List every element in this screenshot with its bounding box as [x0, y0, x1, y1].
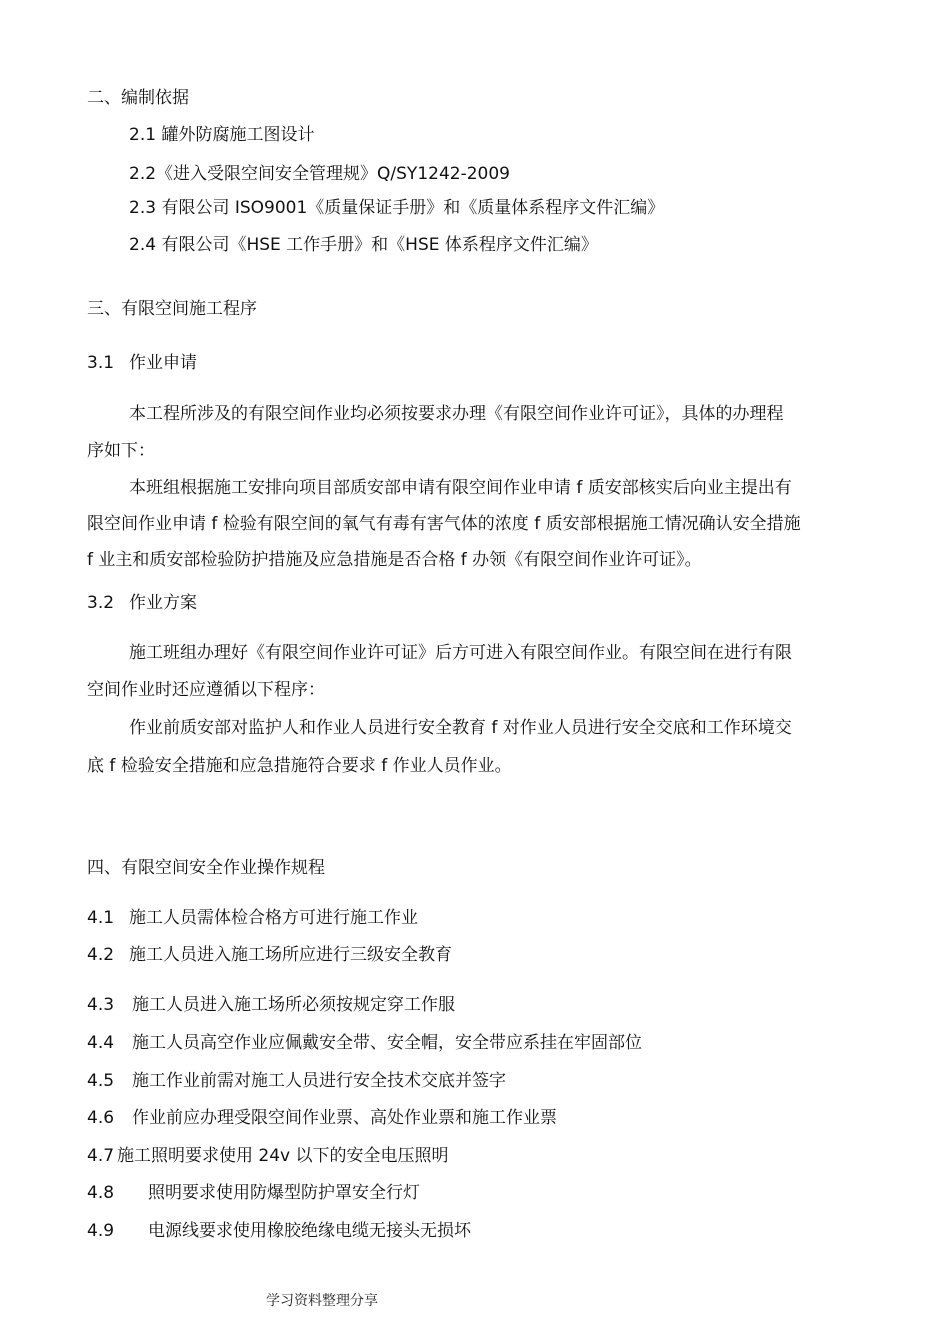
subsection-3-2-number: 3.2 — [87, 593, 115, 613]
paragraph-line: f 业主和质安部检验防护措施及应急措施是否合格 f 办领《有限空间作业许可证》。 — [87, 550, 702, 570]
paragraph-line: 限空间作业申请 f 检验有限空间的氧气有毒有害气体的浓度 f 质安部根据施工情况确认安全措施 — [87, 514, 801, 534]
section-2-item-4: 2.4 有限公司《HSE 工作手册》和《HSE 体系程序文件汇编》 — [129, 235, 598, 255]
rule-item — [87, 1032, 642, 1054]
paragraph-line: 本工程所涉及的有限空间作业均必须按要求办理《有限空间作业许可证》，具体的办理程 — [129, 404, 784, 424]
subsection-3-1-number: 3.1 — [87, 353, 115, 373]
rule-number: 4.1 — [87, 908, 115, 928]
section-2-item-2: 2.2《进入受限空间安全管理规》Q/SY1242-2009 — [129, 164, 510, 184]
rule-text: 照明要求使用防爆型防护罩安全行灯 — [148, 1183, 420, 1203]
rule-text: 施工人员进入施工场所应进行三级安全教育 — [129, 945, 452, 965]
rule-item — [87, 1107, 557, 1129]
rule-item — [87, 1145, 449, 1167]
rule-text: 施工照明要求使用 24v 以下的安全电压照明 — [117, 1146, 449, 1166]
paragraph-line: 本班组根据施工安排向项目部质安部申请有限空间作业申请 f 质安部核实后向业主提出有 — [129, 478, 792, 498]
rule-number: 4.7 — [87, 1146, 115, 1166]
rule-text: 施工人员高空作业应佩戴安全带、安全帽，安全带应系挂在牢固部位 — [132, 1033, 642, 1053]
rule-text: 施工作业前需对施工人员进行安全技术交底并签字 — [132, 1071, 506, 1091]
paragraph-line: 空间作业时还应遵循以下程序： — [87, 680, 325, 700]
rule-number: 4.5 — [87, 1071, 115, 1091]
subsection-3-1-title: 作业申请 — [129, 353, 197, 373]
subsection-3-2-title: 作业方案 — [129, 593, 197, 613]
section-2-heading: 二、编制依据 — [87, 88, 189, 108]
rule-item — [87, 1070, 506, 1092]
rule-text: 电源线要求使用橡胶绝缘电缆无接头无损坏 — [148, 1221, 471, 1241]
section-3-heading: 三、有限空间施工程序 — [87, 299, 257, 319]
rule-number: 4.9 — [87, 1221, 115, 1241]
rule-item — [87, 907, 418, 929]
rule-text: 作业前应办理受限空间作业票、高处作业票和施工作业票 — [132, 1108, 557, 1128]
rule-item — [87, 1220, 471, 1242]
subsection-3-2-heading — [87, 592, 197, 614]
rule-item — [87, 1182, 420, 1204]
paragraph-line: 施工班组办理好《有限空间作业许可证》后方可进入有限空间作业。有限空间在进行有限 — [129, 643, 792, 663]
rule-item — [87, 944, 452, 966]
rule-number: 4.8 — [87, 1183, 115, 1203]
page-footer: 学习资料整理分享 — [266, 1293, 378, 1309]
rule-number: 4.4 — [87, 1033, 115, 1053]
paragraph-line: 作业前质安部对监护人和作业人员进行安全教育 f 对作业人员进行安全交底和工作环境交 — [129, 718, 792, 738]
section-2-item-3: 2.3 有限公司 ISO9001《质量保证手册》和《质量体系程序文件汇编》 — [129, 198, 665, 218]
rule-number: 4.6 — [87, 1108, 115, 1128]
rule-number: 4.3 — [87, 995, 115, 1015]
rule-item — [87, 994, 455, 1016]
paragraph-line: 序如下： — [87, 441, 155, 461]
rule-text: 施工人员需体检合格方可进行施工作业 — [129, 908, 418, 928]
section-4-heading: 四、有限空间安全作业操作规程 — [87, 858, 325, 878]
section-2-item-1: 2.1 罐外防腐施工图设计 — [129, 125, 315, 145]
paragraph-line: 底 f 检验安全措施和应急措施符合要求 f 作业人员作业。 — [87, 756, 512, 776]
rule-text: 施工人员进入施工场所必须按规定穿工作服 — [132, 995, 455, 1015]
subsection-3-1-heading — [87, 352, 197, 374]
rule-number: 4.2 — [87, 945, 115, 965]
